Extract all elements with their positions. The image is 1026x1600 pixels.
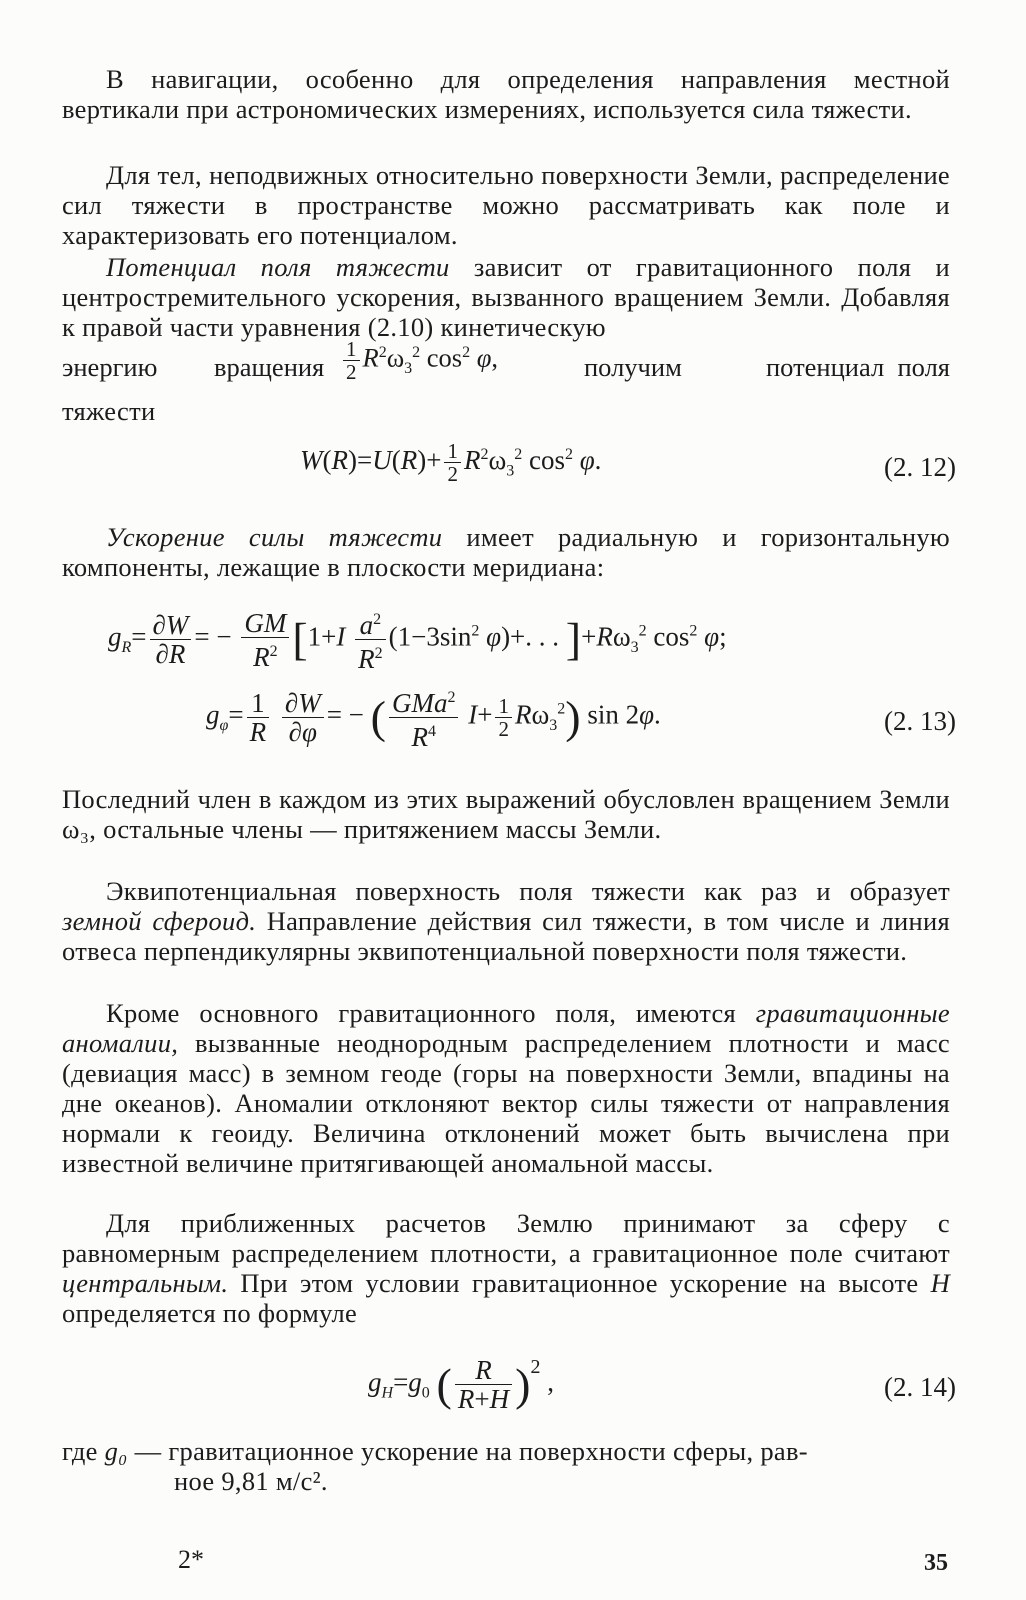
paragraph-text: Направление действия сил тяжести, в том числе и линия отвеса перпендикулярны эквипотенциальной поверхности поля тяжести.: [62, 906, 950, 966]
italic-term: Потенциал поля тяжести: [106, 252, 450, 282]
paragraph-approximate: [62, 1208, 950, 1328]
paragraph-text: Кроме основного гравитационного поля, имеются: [106, 998, 756, 1028]
paragraph-last-term: [62, 784, 950, 844]
paragraph-text: Последний член в каждом из этих выражений обусловлен вращением Земли ω₃, остальные члены — притяжением массы Земли.: [62, 784, 950, 844]
paragraph-equipotential: [62, 876, 950, 966]
paragraph-text: зависит от гравитационного поля и центростремительного ускорения, вызванного вращением Земли. Добавляя к правой части уравнения (2.10) кинетическую: [62, 252, 950, 342]
paragraph-field: [62, 160, 950, 250]
paragraph-continuation: ное 9,81 м/с².: [174, 1466, 328, 1496]
paragraph-text: где: [62, 1436, 105, 1466]
paragraph-anomalies: [62, 998, 950, 1178]
paragraph-text: имеет радиальную и горизонтальную компоненты, лежащие в плоскости меридиана:: [62, 522, 950, 582]
paragraph-text: Для приближенных расчетов Землю принимают за сферу с равномерным распределением плотности, а гравитационное поле считают: [62, 1208, 950, 1268]
paragraph-acceleration: [62, 522, 950, 582]
paragraph-text: Для тел, неподвижных относительно поверхности Земли, распределение сил тяжести в пространстве можно рассматривать как поле и характеризовать его потенциалом.: [62, 160, 950, 250]
equation-gphi: $g_\varphi=$ $\frac{1}{R}$ $\frac{\partial W}{\partial\varphi}$ = − ( $\frac{GMa^2}{R^4}$ I+ $\frac{1}{2}$ $R\omega_3^2$) sin 2φ.: [206, 684, 661, 751]
paragraph-text: Эквипотенциальная поверхность поля тяжести как раз и образует: [106, 876, 950, 906]
variable-g0: g₀: [104, 1436, 128, 1466]
equation-number-2-14: (2. 14): [884, 1372, 956, 1402]
equation-2-12: W(R)=U(R)+ $\frac{1}{2}$ $R^2\omega_3^2$ $\cos^2 \varphi$.: [300, 439, 602, 487]
equation-2-14: $g_H=g_0$ ( $\frac{R}{R+H}$ )$^2$ ,: [368, 1355, 554, 1415]
equation-number-2-13: (2. 13): [884, 706, 956, 736]
paragraph-text: В навигации, особенно для определения направления местной вертикали при астрономических измерениях, используется сила тяжести.: [62, 64, 950, 124]
paragraph-where: [62, 1436, 950, 1496]
word-field: поля: [897, 352, 950, 382]
paragraph-potential: [62, 252, 950, 342]
italic-term: гравитационные аномалии,: [62, 998, 950, 1058]
equation-number-2-12: (2. 12): [884, 452, 956, 482]
italic-term: центральным.: [62, 1268, 229, 1298]
energy-line: [62, 338, 950, 398]
word-rotation: вращения: [214, 352, 325, 382]
signature-mark: 2*: [178, 1545, 204, 1574]
paragraph-text: — гравитационное ускорение на поверхности сферы, рав-: [127, 1436, 808, 1466]
variable-H: H: [930, 1268, 950, 1298]
equation-gR: $g_R=$ $\frac{\partial W}{\partial R}$ = − $\frac{GM}{R^2}$ [1+I $\frac{a^2}{R^2}$ ($1-3\sin^2$ φ)+. . . ]$+R\omega_3^2$ $\cos^2 \varphi$;: [108, 607, 727, 674]
word-obtain: получим: [584, 352, 682, 382]
italic-term: земной сфероид.: [62, 906, 257, 936]
paragraph-gravity-word: [62, 396, 950, 426]
paragraph-navigation: [62, 64, 950, 124]
paragraph-text: вызванные неоднородным распределением плотности и масс (девиация масс) в земном геоде (горы на поверхности Земли, впадины на дне океанов). Аномалии отклоняют вектор силы тяжести от направления нормали к геоиду. Величина отклонений может быть вычислена при известной величине притягивающей аномальной массы.: [62, 1028, 950, 1178]
paragraph-text: тяжести: [62, 396, 156, 426]
inline-formula-energy: $\frac{1}{2}$ $R^2\omega_3^2$ $\cos^2 \varphi$,: [340, 338, 498, 383]
word-energy: энергию: [62, 352, 158, 382]
page-number: 35: [924, 1550, 948, 1576]
italic-term: Ускорение силы тяжести: [106, 522, 443, 552]
word-potential: потенциал: [766, 352, 885, 382]
paragraph-text: При этом условии гравитационное ускорение на высоте: [228, 1268, 931, 1298]
paragraph-text: определяется по формуле: [62, 1298, 358, 1328]
